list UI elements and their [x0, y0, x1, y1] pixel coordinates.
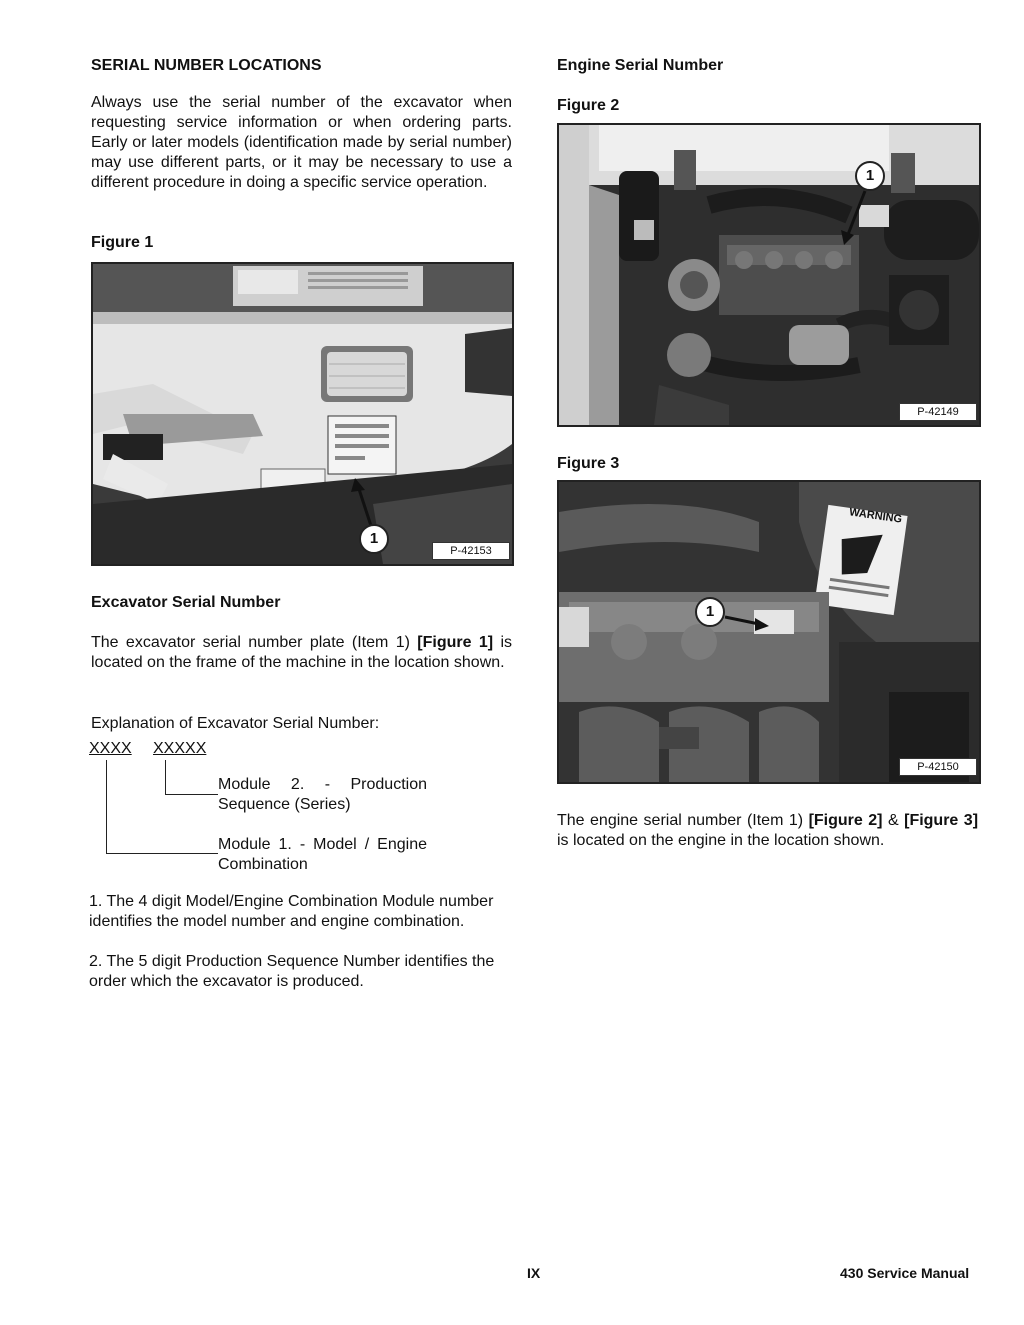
explanation-title: Explanation of Excavator Serial Number:: [91, 715, 380, 732]
engine-serial-heading: Engine Serial Number: [557, 57, 724, 74]
figure-3-photo: [557, 480, 981, 784]
serial-module-1-code: XXXX: [89, 740, 132, 757]
figure-3-callout: 1: [695, 597, 725, 627]
module-2-label: Module 2. - Production Sequence (Series): [218, 776, 427, 813]
figure-1-code: P-42153: [432, 542, 510, 560]
figure-2-code: P-42149: [899, 403, 977, 421]
figure-1-photo: [91, 262, 514, 566]
figure-3-warning-label: WARNING: [848, 506, 903, 526]
manual-title: 430 Service Manual: [840, 1265, 970, 1281]
module-1-bracket-horizontal: [106, 853, 218, 854]
figure-3-reference: [Figure 3]: [904, 812, 979, 829]
figure-2-photo: [557, 123, 981, 427]
figure-2-label: Figure 2: [557, 97, 620, 114]
note-1: 1. The 4 digit Model/Engine Combination Module number identifies the model number and engine combination.: [89, 893, 494, 930]
module-1-bracket: [106, 760, 107, 853]
figure-1-reference: [Figure 1]: [417, 634, 494, 651]
figure-3-code: P-42150: [899, 758, 977, 776]
section-title: SERIAL NUMBER LOCATIONS: [91, 57, 322, 74]
serial-module-2-code: XXXXX: [153, 740, 207, 757]
figure-2-reference: [Figure 2]: [808, 812, 883, 829]
figure-1-label: Figure 1: [91, 234, 154, 251]
excavator-serial-heading: Excavator Serial Number: [91, 594, 281, 611]
figure-2-callout: 1: [855, 161, 885, 191]
figure-3-label: Figure 3: [557, 455, 620, 472]
module-2-bracket: [165, 760, 166, 794]
page-number: IX: [527, 1265, 541, 1281]
intro-paragraph: Always use the serial number of the excavator when requesting service information or when ordering parts. Early or later models (identification made by serial number) may use different parts, or it may be necessary to use a different procedure in doing a specific service operation.: [91, 94, 512, 191]
module-1-label: Module 1. - Model / Engine Combination: [218, 836, 427, 873]
engine-serial-paragraph: The engine serial number (Item 1) [Figure 2] & [Figure 3] is located on the engine in the location shown.: [557, 812, 979, 849]
note-2: 2. The 5 digit Production Sequence Number identifies the order which the excavator is produced.: [89, 953, 495, 990]
excavator-serial-paragraph: The excavator serial number plate (Item 1) [Figure 1] is located on the frame of the machine in the location shown.: [91, 634, 513, 671]
figure-1-callout: 1: [359, 524, 389, 554]
module-2-bracket-horizontal: [165, 794, 218, 795]
